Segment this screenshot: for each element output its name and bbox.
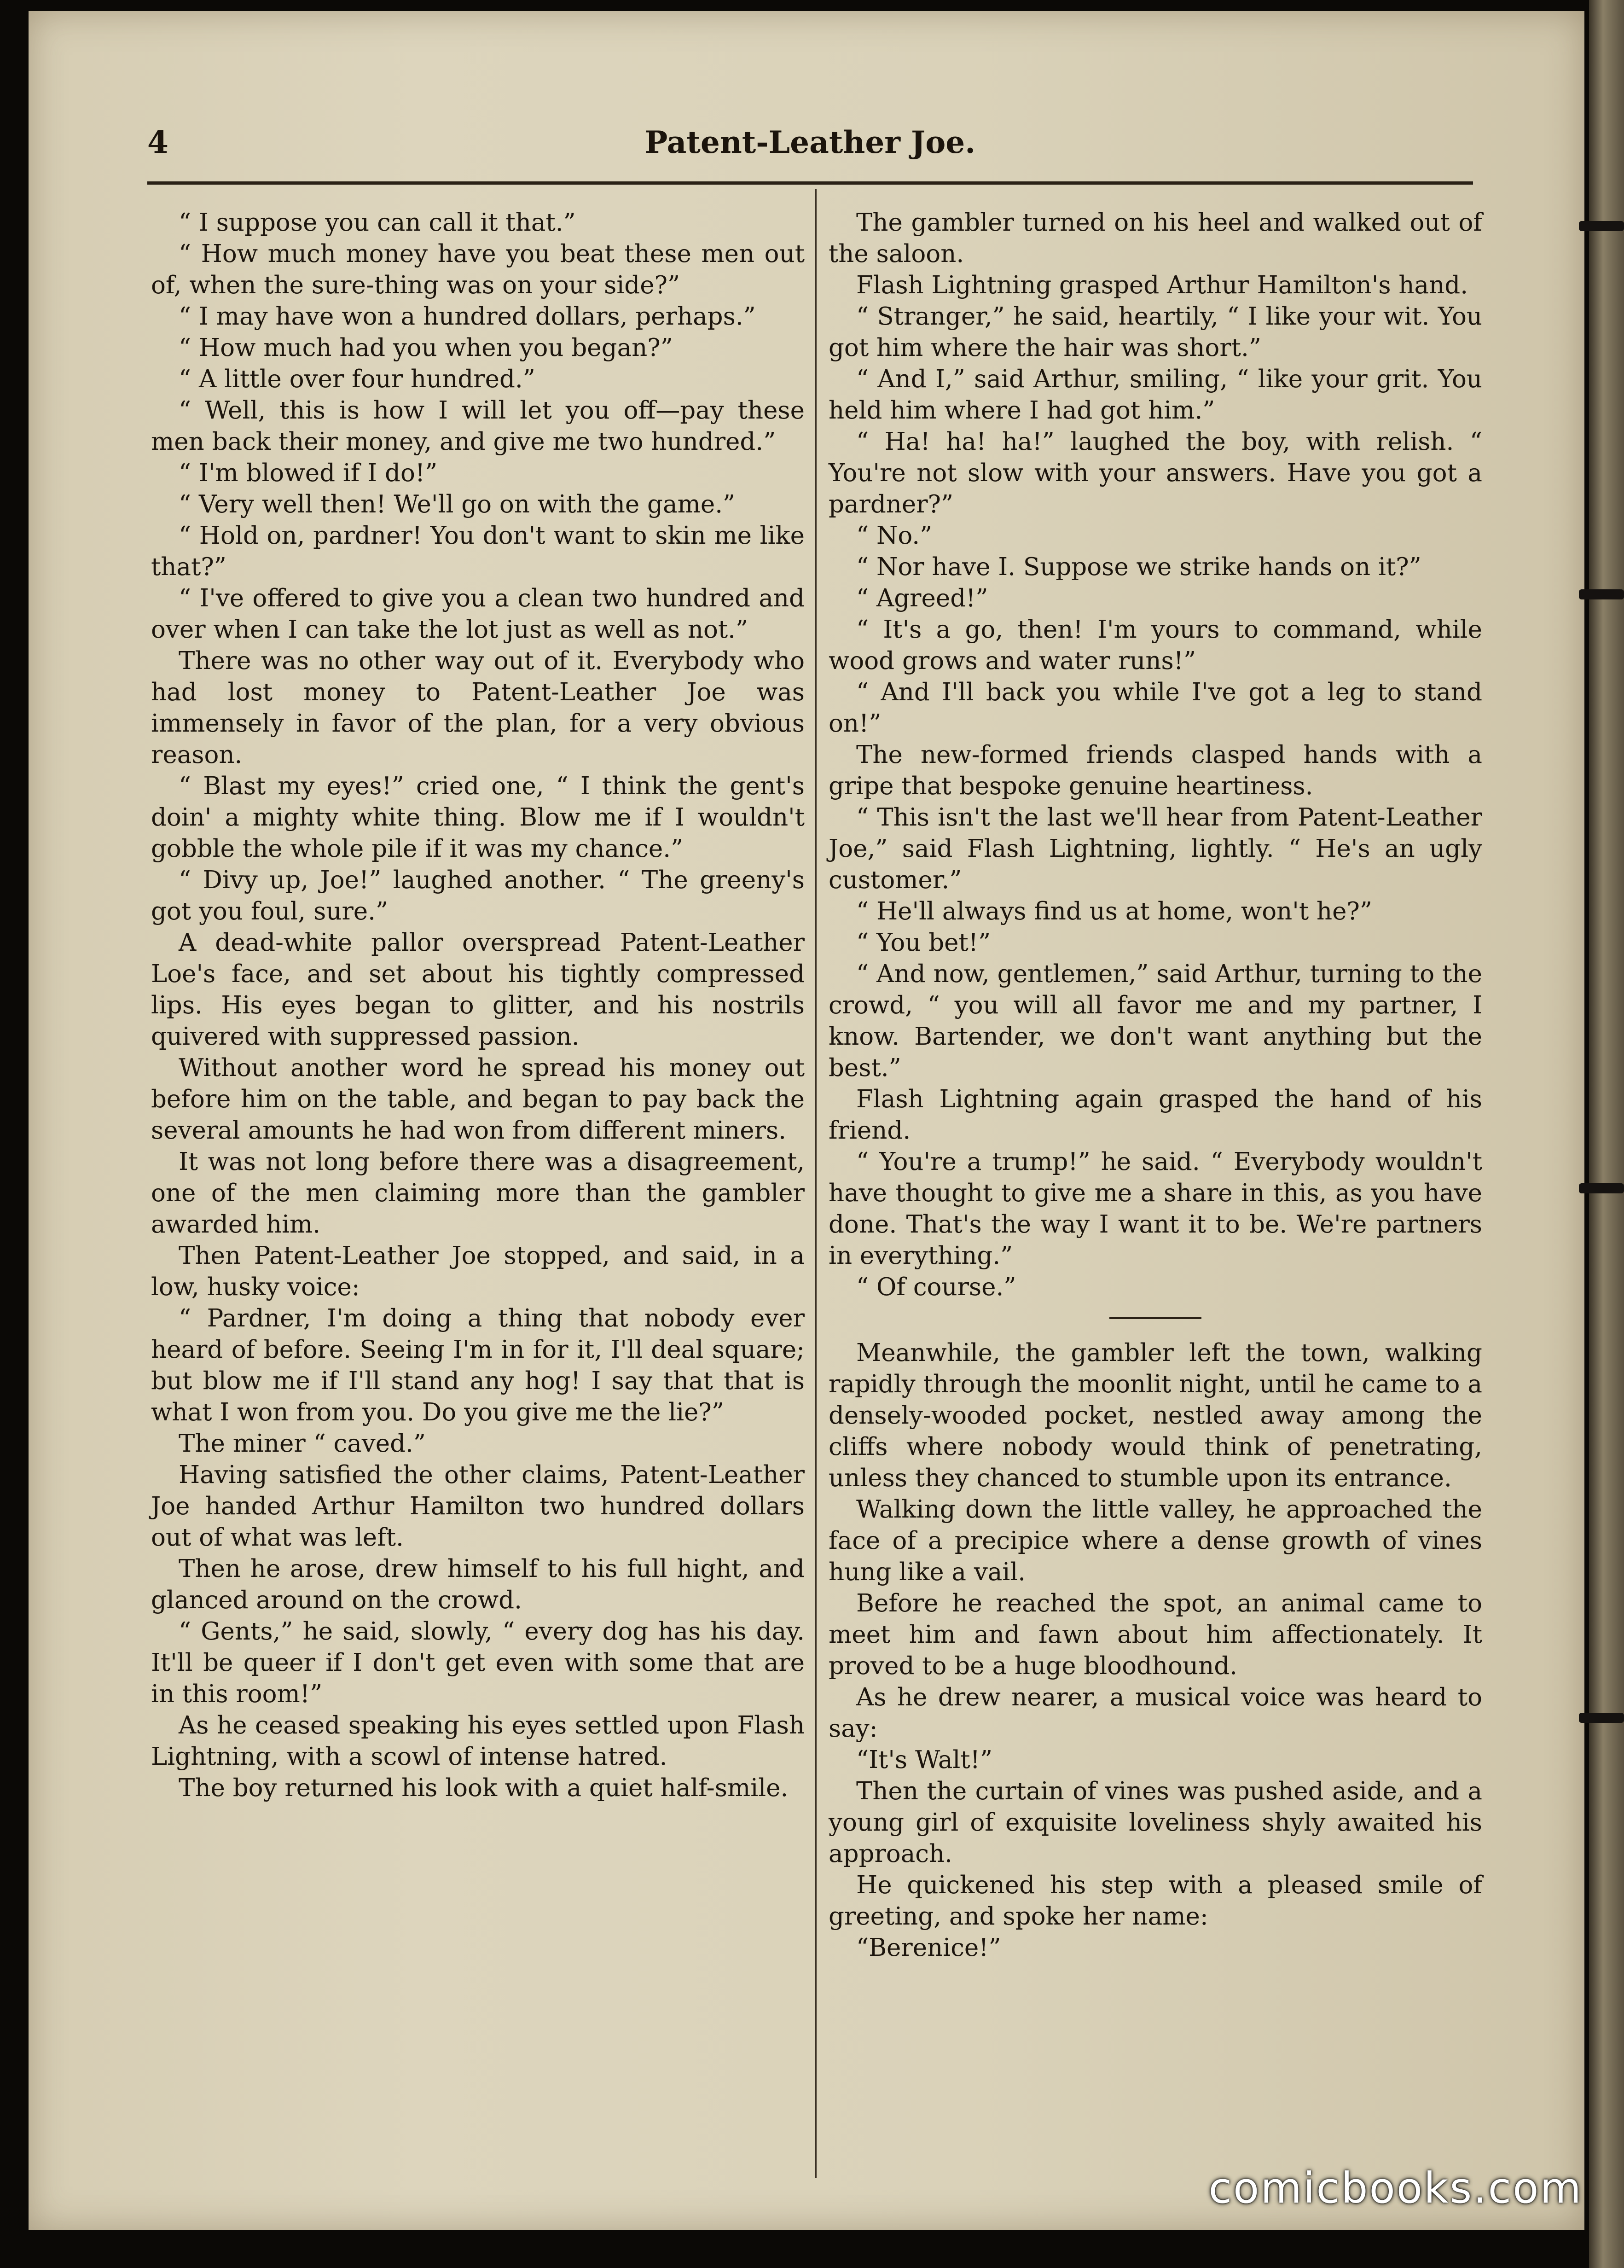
paragraph: Flash Lightning again grasped the hand of his friend. [829, 1085, 1482, 1145]
paragraph: “ This isn't the last we'll hear from Patent-Leather Joe,” said Flash Lightning, lightly. “ He's an ugly customer.” [829, 803, 1482, 894]
paragraph: “ Nor have I. Suppose we strike hands on it?” [856, 553, 1421, 581]
page-header [147, 124, 1473, 175]
paragraph: “ I suppose you can call it that.” [179, 209, 576, 237]
paragraph: “Berenice!” [856, 1934, 1001, 1962]
paragraph: “ I've offered to give you a clean two hundred and over when I can take the lot just as well as not.” [151, 584, 805, 644]
paragraph: “ Divy up, Joe!” laughed another. “ The greeny's got you foul, sure.” [151, 866, 805, 925]
right-column-top [829, 207, 1482, 1303]
paragraph: Flash Lightning grasped Arthur Hamilton's hand. [856, 271, 1468, 299]
paragraph: As he drew nearer, a musical voice was heard to say: [829, 1683, 1482, 1743]
staple [1579, 1183, 1624, 1193]
paragraph: The new-formed friends clasped hands with a gripe that bespoke genuine heartiness. [829, 741, 1482, 800]
paragraph: “ Well, this is how I will let you off—pay these men back their money, and give me two hundred.” [151, 396, 805, 456]
paragraph: The boy returned his look with a quiet half-smile. [179, 1774, 789, 1802]
right-column [829, 207, 1482, 1964]
paragraph: “ It's a go, then! I'm yours to command, while wood grows and water runs!” [829, 616, 1482, 675]
paragraph: “ A little over four hundred.” [179, 365, 535, 393]
staple [1579, 221, 1624, 231]
staple [1579, 1713, 1624, 1723]
binding-spine [1589, 0, 1624, 2268]
paragraph: Walking down the little valley, he approached the face of a precipice where a dense growth of vines hung like a vail. [829, 1495, 1482, 1586]
paragraph: Then he arose, drew himself to his full hight, and glanced around on the crowd. [151, 1555, 805, 1614]
paragraph: “ Gents,” he said, slowly, “ every dog has his day. It'll be queer if I don't get even with some that are in this room!” [151, 1617, 805, 1708]
paragraph: “ Of course.” [856, 1273, 1016, 1301]
paragraph: Without another word he spread his money out before him on the table, and began to pay back the several amounts he had won from different miners. [151, 1054, 805, 1145]
paragraph: “It's Walt!” [856, 1746, 993, 1774]
section-break-rule [1109, 1317, 1201, 1319]
paragraph: “ Stranger,” he said, heartily, “ I like your wit. You got him where the hair was short.” [829, 302, 1482, 362]
paragraph: “ Blast my eyes!” cried one, “ I think the gent's doin' a mighty white thing. Blow me if I wouldn't gobble the whole pile if it was my chance.” [151, 772, 805, 863]
running-title: Patent-Leather Joe. [644, 124, 976, 160]
paragraph: “ And I,” said Arthur, smiling, “ like your grit. You held him where I had got him.” [829, 365, 1482, 425]
paragraph: “ And I'll back you while I've got a leg to stand on!” [829, 678, 1482, 738]
paragraph: Before he reached the spot, an animal came to meet him and fawn about him affectionately. It proved to be a huge bloodhound. [829, 1589, 1482, 1680]
left-column [151, 207, 805, 1804]
column-divider [815, 189, 817, 2178]
paragraph: It was not long before there was a disagreement, one of the men claiming more than the gambler awarded him. [151, 1148, 805, 1239]
paragraph: The miner “ caved.” [179, 1430, 426, 1458]
paragraph: Then the curtain of vines was pushed aside, and a young girl of exquisite loveliness shyly awaited his approach. [829, 1777, 1482, 1868]
paragraph: “ No.” [856, 522, 933, 550]
paragraph: “ How much money have you beat these men out of, when the sure-thing was on your side?” [151, 240, 805, 299]
paragraph: As he ceased speaking his eyes settled upon Flash Lightning, with a scowl of intense hatred. [151, 1711, 805, 1771]
paragraph: “ Ha! ha! ha!” laughed the boy, with relish. “ You're not slow with your answers. Have you got a pardner?” [829, 428, 1482, 518]
page-number: 4 [147, 124, 168, 160]
staple [1579, 589, 1624, 599]
paragraph: The gambler turned on his heel and walked out of the saloon. [829, 209, 1482, 268]
paragraph: He quickened his step with a pleased smile of greeting, and spoke her name: [829, 1871, 1482, 1931]
paragraph: “ You're a trump!” he said. “ Everybody wouldn't have thought to give me a share in this, as you have done. That's the way I want it to be. We're partners in everything.” [829, 1148, 1482, 1270]
header-rule [147, 181, 1473, 185]
paragraph: “ You bet!” [856, 929, 991, 957]
paragraph: Meanwhile, the gambler left the town, walking rapidly through the moonlit night, until he came to a densely-wooded pocket, nestled away among the cliffs where nobody would think of penetrating, unless they chanced to stumble upon its entrance. [829, 1339, 1482, 1492]
paragraph: “ He'll always find us at home, won't he?” [856, 897, 1373, 925]
paragraph: “ And now, gentlemen,” said Arthur, turning to the crowd, “ you will all favor me and my partner, I know. Bartender, we don't want anything but the best.” [829, 960, 1482, 1082]
right-column-bottom [829, 1338, 1482, 1964]
paragraph: Then Patent-Leather Joe stopped, and said, in a low, husky voice: [151, 1242, 805, 1301]
watermark: comicbooks.com [1208, 2163, 1583, 2213]
paragraph: “ How much had you when you began?” [179, 334, 673, 362]
paragraph: “ Very well then! We'll go on with the game.” [179, 490, 736, 518]
paragraph: “ I may have won a hundred dollars, perhaps.” [179, 302, 756, 331]
paragraph: Having satisfied the other claims, Patent-Leather Joe handed Arthur Hamilton two hundred dollars out of what was left. [151, 1461, 805, 1552]
paragraph: A dead-white pallor overspread Patent-Leather Loe's face, and set about his tightly compressed lips. His eyes began to glitter, and his nostrils quivered with suppressed passion. [151, 929, 805, 1051]
paragraph: “ Agreed!” [856, 584, 988, 612]
paragraph: “ I'm blowed if I do!” [179, 459, 438, 487]
paragraph: There was no other way out of it. Everybody who had lost money to Patent-Leather Joe was immensely in favor of the plan, for a very obvious reason. [151, 647, 805, 769]
paragraph: “ Pardner, I'm doing a thing that nobody ever heard of before. Seeing I'm in for it, I'll deal square; but blow me if I'll stand any hog! I say that that is what I won from you. Do you give me the lie?” [151, 1304, 805, 1426]
paragraph: “ Hold on, pardner! You don't want to skin me like that?” [151, 522, 805, 581]
